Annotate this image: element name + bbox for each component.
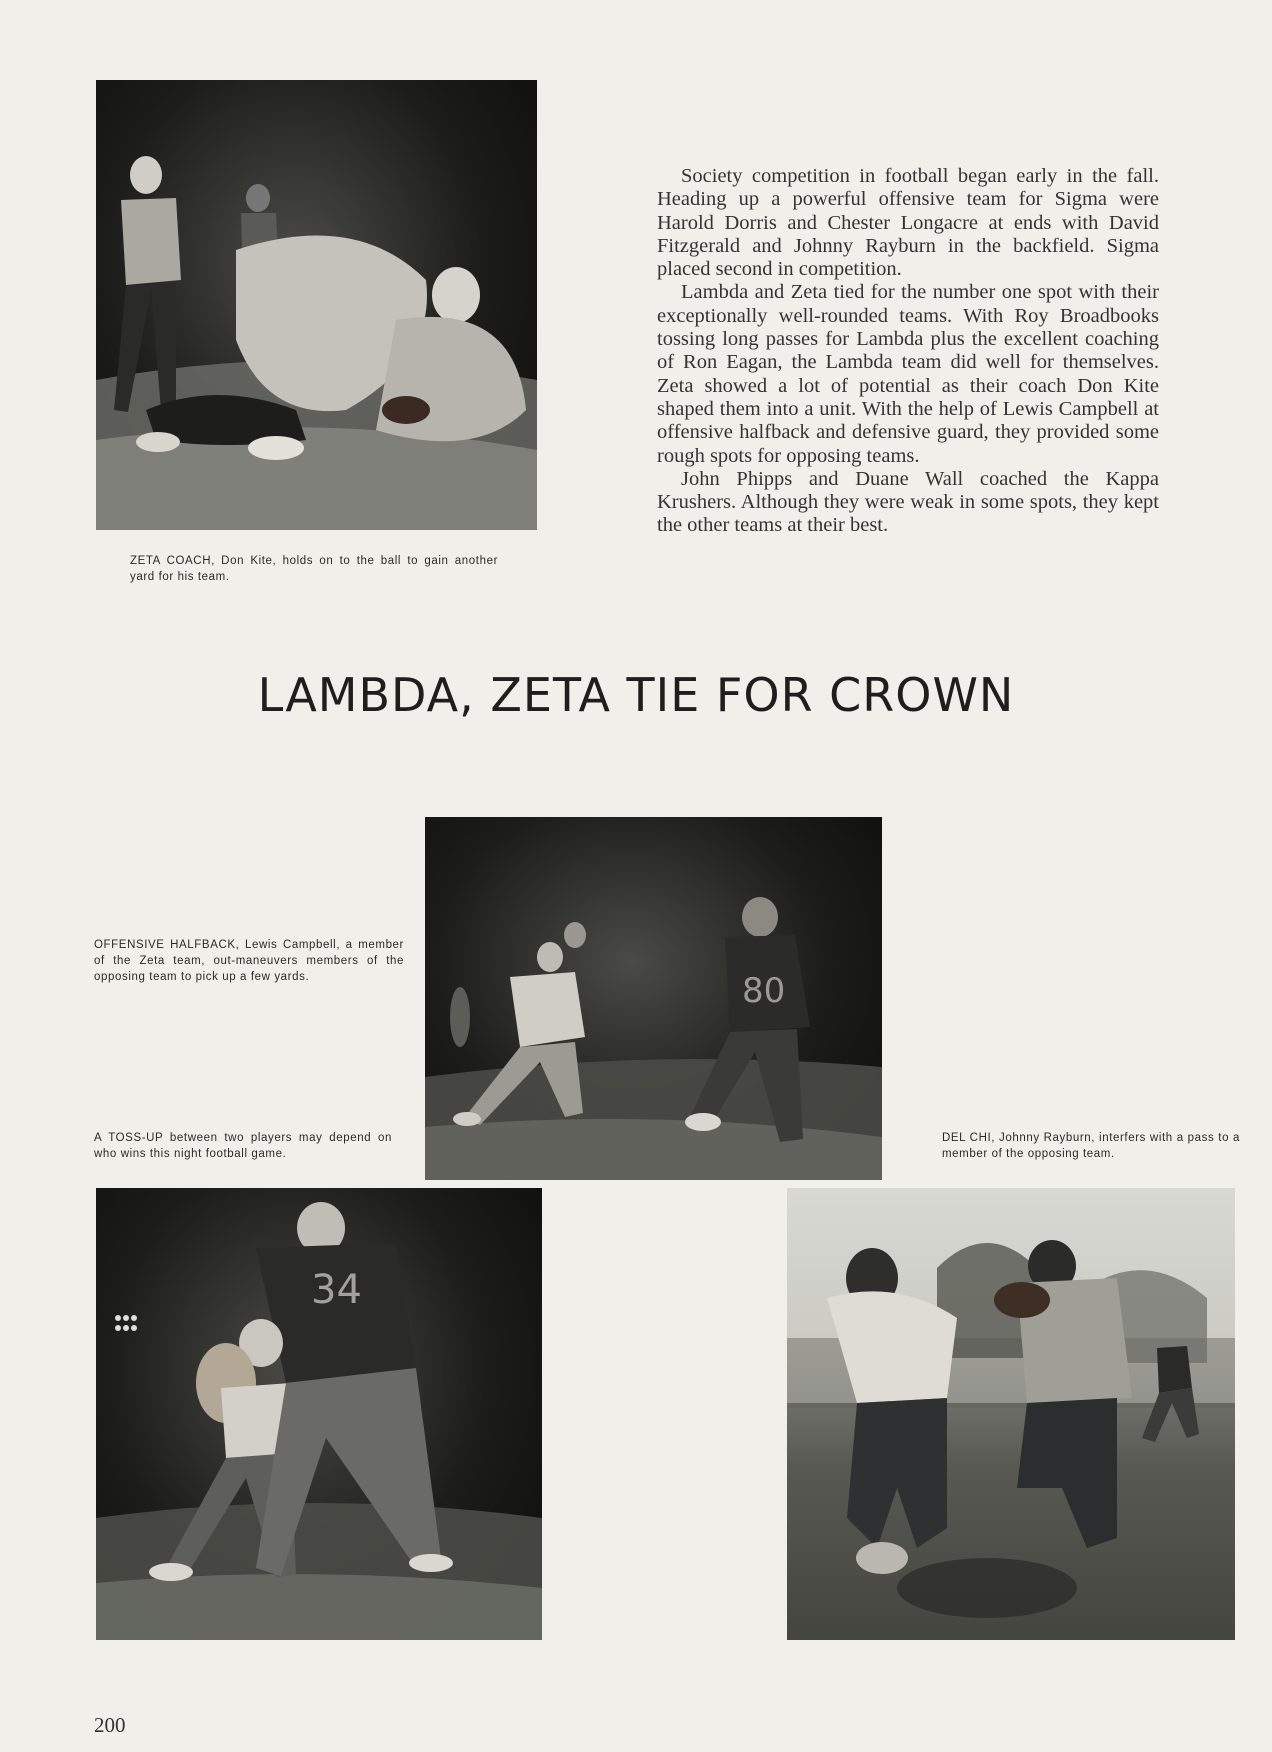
headline: LAMBDA, ZETA TIE FOR CROWN: [257, 668, 1015, 722]
article-paragraph: Lambda and Zeta tied for the number one spot with their exceptionally well-rounded teams. With Roy Broadbooks tossing long passes for Lambda plus the excellent coaching of Ron Eagan, the Lambda team did well for themselves. Zeta showed a lot of potential as their coach Don Kite shaped them into a unit. With the help of Lewis Campbell at offensive halfback and defensive guard, they provided some rough spots for opposing teams.: [657, 281, 1159, 467]
caption-del-chi: DEL CHI, Johnny Rayburn, interfers with a pass to a member of the opposing team.: [942, 1132, 1240, 1160]
article-paragraph: Society competition in football began early in the fall. Heading up a powerful offensive team for Sigma were Harold Dorris and Chester Longacre at ends with David Fitzgerald and Johnny Rayburn in the backfield. Sigma placed second in competition.: [657, 165, 1159, 281]
photo-offensive-halfback-illustration: [425, 817, 882, 1180]
photo-toss-up: [96, 1188, 542, 1640]
jersey-number-decoration: 80: [742, 971, 786, 1011]
photo-toss-up-illustration: [96, 1188, 542, 1640]
page-number: 200: [94, 1713, 126, 1737]
caption-offensive-halfback: OFFENSIVE HALFBACK, Lewis Campbell, a member of the Zeta team, out-maneuvers members of the opposing team to pick up a few yards.: [94, 939, 404, 983]
photo-offensive-halfback: [425, 817, 882, 1180]
photo-zeta-coach-illustration: [96, 80, 537, 530]
photo-zeta-coach-tackle: [96, 80, 537, 530]
photo-del-chi: [787, 1188, 1235, 1640]
jersey-number-decoration: 34: [311, 1267, 362, 1313]
photo-del-chi-illustration: [787, 1188, 1235, 1640]
caption-toss-up: A TOSS-UP between two players may depend on who wins this night football game.: [94, 1132, 392, 1160]
caption-zeta-coach: ZETA COACH, Don Kite, holds on to the ball to gain another yard for his team.: [130, 555, 498, 583]
article-paragraph: John Phipps and Duane Wall coached the Kappa Krushers. Although they were weak in some spots, they kept the other teams at their best.: [657, 467, 1159, 537]
article-body: [657, 165, 1159, 538]
